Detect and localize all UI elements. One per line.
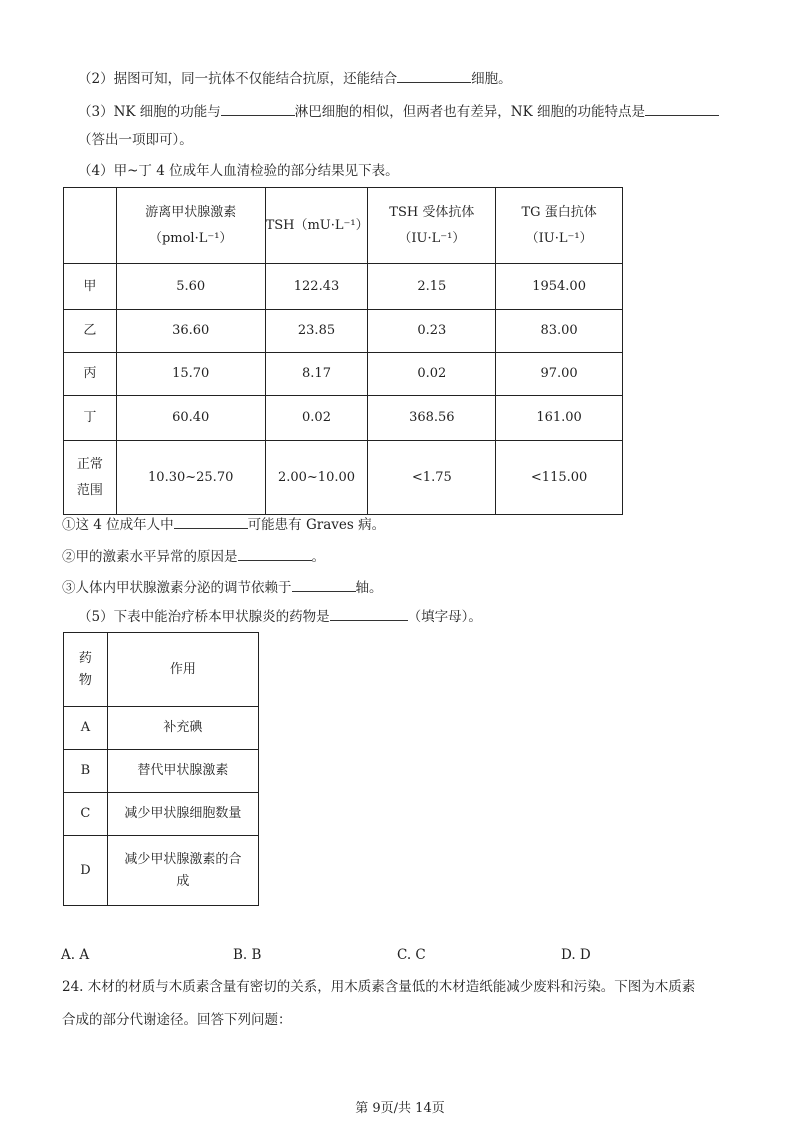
- table-row: [64, 750, 259, 793]
- table-cell: 8.17: [265, 353, 368, 396]
- table-cell: 60.40: [116, 396, 265, 441]
- q3-line-2: [78, 130, 193, 150]
- drug-label: C: [64, 793, 108, 836]
- table-cell: 161.00: [496, 396, 623, 441]
- q3-text-c: （答出一项即可）。: [78, 132, 193, 148]
- serum-table: [63, 187, 623, 515]
- table-cell: <115.00: [496, 441, 623, 515]
- q2-text-end: 细胞。: [471, 71, 512, 87]
- q4-sub1-text-end: 可能患有 Graves 病。: [247, 517, 386, 533]
- q4-sub1-blank[interactable]: [174, 514, 248, 529]
- table-cell: 122.43: [265, 264, 368, 310]
- q2-line: [78, 68, 512, 89]
- table-cell: <1.75: [368, 441, 496, 515]
- q5-blank[interactable]: [330, 606, 408, 621]
- q4-sub2: [62, 546, 325, 567]
- q5-text-end: （填字母）。: [407, 609, 482, 625]
- q4-sub2-blank[interactable]: [238, 546, 312, 561]
- table-row: [64, 707, 259, 750]
- row-label: 丙: [64, 353, 117, 396]
- table-cell: 2.15: [368, 264, 496, 310]
- q4-sub1-text: ①这 4 位成年人中: [62, 517, 174, 533]
- row-label: 丁: [64, 396, 117, 441]
- page-footer: 第 9页/共 14页: [355, 1101, 445, 1116]
- row-label: 甲: [64, 264, 117, 310]
- table-cell: 0.02: [265, 396, 368, 441]
- q4-sub1: [62, 514, 385, 535]
- table-row: [64, 310, 623, 353]
- table-cell: 368.56: [368, 396, 496, 441]
- table-cell: 0.02: [368, 353, 496, 396]
- q4-sub2-text-end: 。: [311, 549, 325, 565]
- q5-text: （5）下表中能治疗桥本甲状腺炎的药物是: [78, 609, 330, 625]
- header-trab: TSH 受体抗体 （IU·L⁻¹）: [368, 188, 496, 264]
- q24-line-1: 24. 木材的材质与木质素含量有密切的关系，用木质素含量低的木材造纸能减少废料和污染。下图为木质素: [62, 979, 696, 995]
- table-cell: 83.00: [496, 310, 623, 353]
- drug-effect: 替代甲状腺激素: [107, 750, 258, 793]
- table-cell: 1954.00: [496, 264, 623, 310]
- option-c[interactable]: C. C: [397, 947, 426, 963]
- q3-text-b: 淋巴细胞的相似，但两者也有差异，NK 细胞的功能特点是: [294, 104, 645, 120]
- drug-table-header: [64, 633, 259, 707]
- q4-sub2-text: ②甲的激素水平异常的原因是: [62, 549, 238, 565]
- table-cell: 97.00: [496, 353, 623, 396]
- q3-line: [78, 101, 719, 122]
- drug-effect: 补充碘: [107, 707, 258, 750]
- table-row-normal-range: [64, 441, 623, 515]
- header-tgab: TG 蛋白抗体 （IU·L⁻¹）: [496, 188, 623, 264]
- row-label: 乙: [64, 310, 117, 353]
- q4-sub3: [62, 577, 383, 598]
- q4-intro: （4）甲~丁 4 位成年人血清检验的部分结果见下表。: [78, 163, 399, 179]
- table-cell: 15.70: [116, 353, 265, 396]
- table-row: [64, 396, 623, 441]
- table-row: [64, 836, 259, 906]
- table-cell: 0.23: [368, 310, 496, 353]
- option-a[interactable]: A. A: [61, 947, 90, 963]
- q4-sub3-text-end: 轴。: [355, 580, 383, 596]
- table-row: [64, 793, 259, 836]
- q4-sub3-text: ③人体内甲状腺激素分泌的调节依赖于: [62, 580, 292, 596]
- q2-blank[interactable]: [397, 68, 471, 83]
- header-effect: 作用: [107, 633, 258, 707]
- q4-sub3-blank[interactable]: [292, 577, 356, 592]
- table-row: [64, 264, 623, 310]
- header-empty: [64, 188, 117, 264]
- q3-blank-1[interactable]: [221, 101, 295, 116]
- table-cell: 23.85: [265, 310, 368, 353]
- q2-text: （2）据图可知，同一抗体不仅能结合抗原，还能结合: [78, 71, 398, 87]
- header-ft4: 游离甲状腺激素 （pmol·L⁻¹）: [116, 188, 265, 264]
- table-cell: 36.60: [116, 310, 265, 353]
- q24-line-2: 合成的部分代谢途径。回答下列问题：: [62, 1012, 292, 1028]
- drug-label: D: [64, 836, 108, 906]
- option-b[interactable]: B. B: [233, 947, 262, 963]
- row-label: 正常 范围: [64, 441, 117, 515]
- drug-effect: 减少甲状腺激素的合 成: [107, 836, 258, 906]
- table-cell: 10.30~25.70: [116, 441, 265, 515]
- table-cell: 5.60: [116, 264, 265, 310]
- q3-text-a: （3）NK 细胞的功能与: [78, 104, 221, 120]
- header-tsh: TSH（mU·L⁻¹）: [265, 188, 368, 264]
- drug-label: B: [64, 750, 108, 793]
- drug-effect: 减少甲状腺细胞数量: [107, 793, 258, 836]
- q3-blank-2[interactable]: [645, 101, 719, 116]
- drug-table: [63, 632, 259, 906]
- header-drug: 药 物: [64, 633, 108, 707]
- drug-label: A: [64, 707, 108, 750]
- serum-table-header: [64, 188, 623, 264]
- q5-line: [78, 606, 482, 627]
- option-d[interactable]: D. D: [561, 947, 591, 963]
- table-cell: 2.00~10.00: [265, 441, 368, 515]
- table-row: [64, 353, 623, 396]
